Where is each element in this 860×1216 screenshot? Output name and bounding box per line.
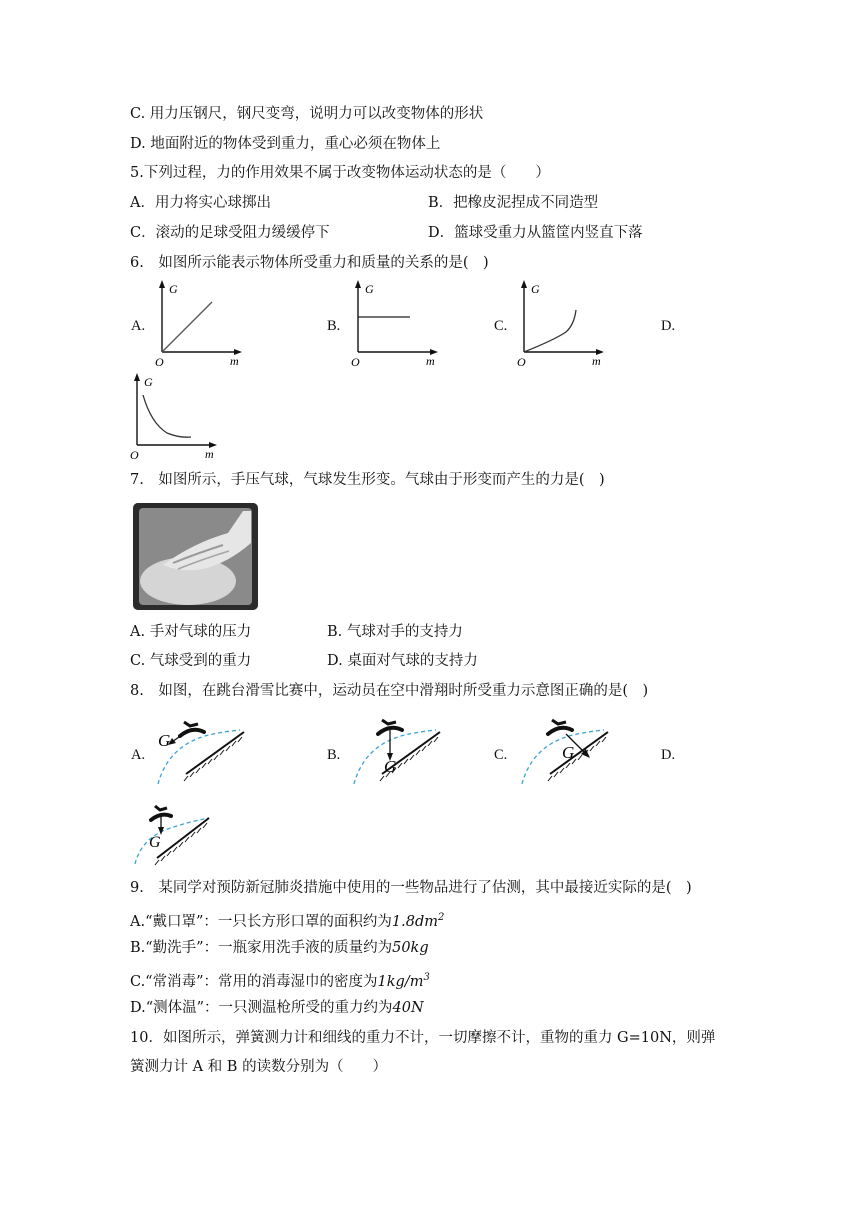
q8b-force-label: G [384,757,397,776]
q6-graph-d [125,373,225,463]
q5-option-d: D．篮球受重力从篮筐内竖直下落 [428,225,643,241]
graph-c-origin: O [517,355,526,369]
q8c-force-label: G [562,743,575,762]
q8-option-b-label: B. [327,747,341,763]
graph-a-origin: O [155,355,164,369]
q5-option-a: A．用力将实心球掷出 [130,195,271,211]
q4-option-d: D. 地面附近的物体受到重力，重心必须在物体上 [130,136,441,152]
q9a-number: 1.8dm [391,913,438,930]
q6-option-a-label: A. [131,318,146,334]
q9c-value [378,974,430,990]
q6-graph-a [150,280,250,370]
q8-diagram-d [127,800,227,870]
q9-stem: 9. 某同学对预防新冠肺炎措施中使用的一些物品进行了估测，其中最接近实际的是( ) [130,880,692,896]
graph-d-y-label: G [144,375,153,389]
q8-diagram-c [514,712,614,792]
q6-option-b-label: B. [327,318,341,334]
q6-option-d-label: D. [661,318,676,334]
graph-b-origin: O [351,355,360,369]
q9a-exponent: 2 [438,912,445,923]
q8-stem: 8. 如图，在跳台滑雪比赛中，运动员在空中滑翔时所受重力示意图正确的是( ) [130,683,649,699]
q9a-value [392,914,444,930]
q8-diagram-a [150,712,250,792]
graph-a-y-label: G [169,282,178,296]
graph-c-x-label: m [592,354,601,368]
q8a-force-label: G [158,731,171,750]
q9a-text: A.“戴口罩”：一只长方形口罩的面积约为 [130,913,392,930]
q9-option-b [130,938,429,958]
q9c-exponent: 3 [423,972,430,983]
graph-d-origin: O [130,448,139,462]
q9b-value: 50kg [392,940,429,956]
graph-b-y-label: G [365,282,374,296]
q5-option-b: B．把橡皮泥捏成不同造型 [428,195,599,211]
graph-c-y-label: G [531,282,540,296]
q8-option-a-label: A. [131,747,146,763]
q5-option-c: C．滚动的足球受阻力缓缓停下 [130,225,330,241]
q8-option-d-label: D. [661,747,676,763]
q4-option-c: C. 用力压钢尺，钢尺变弯，说明力可以改变物体的形状 [130,106,484,122]
q6-stem: 6. 如图所示能表示物体所受重力和质量的关系的是( ) [130,255,489,271]
q6-graph-c [512,280,612,370]
q6-graph-b [346,280,446,370]
q9c-number: 1kg/m [377,973,424,990]
q10-stem-line1: 10．如图所示，弹簧测力计和细线的重力不计，一切摩擦不计，重物的重力 G=10N，则弹 [130,1030,716,1046]
q7-option-b: B. 气球对手的支持力 [327,624,463,640]
q7-option-c: C. 气球受到的重力 [130,653,252,669]
graph-d-x-label: m [205,447,214,461]
q6-option-c-label: C. [494,318,508,334]
q8-option-c-label: C. [494,747,508,763]
q8d-force-label: G [149,834,161,851]
q9b-text: B.“勤洗手”：一瓶家用洗手液的质量约为 [130,940,393,956]
q9-option-a [130,908,444,932]
q7-option-d: D. 桌面对气球的支持力 [327,653,478,669]
graph-a-x-label: m [230,354,239,368]
q7-option-a: A. 手对气球的压力 [130,624,252,640]
q7-stem: 7. 如图所示，手压气球，气球发生形变。气球由于形变而产生的力是( ) [130,472,605,488]
q9d-text: D.“测体温”：一只测温枪所受的重力约为 [130,1000,393,1016]
q5-stem: 5.下列过程，力的作用效果不属于改变物体运动状态的是（ ） [130,165,550,181]
q9-option-c [130,968,430,992]
q9c-text: C.“常消毒”：常用的消毒湿巾的密度为 [130,973,378,990]
graph-b-x-label: m [426,354,435,368]
q8-diagram-b [346,712,446,792]
q9-option-d [130,998,424,1018]
q10-stem-line2: 簧测力计 A 和 B 的读数分别为（ ） [130,1059,388,1075]
hand-pressing-balloon-photo [133,503,258,610]
q9d-value: 40N [392,1000,424,1016]
